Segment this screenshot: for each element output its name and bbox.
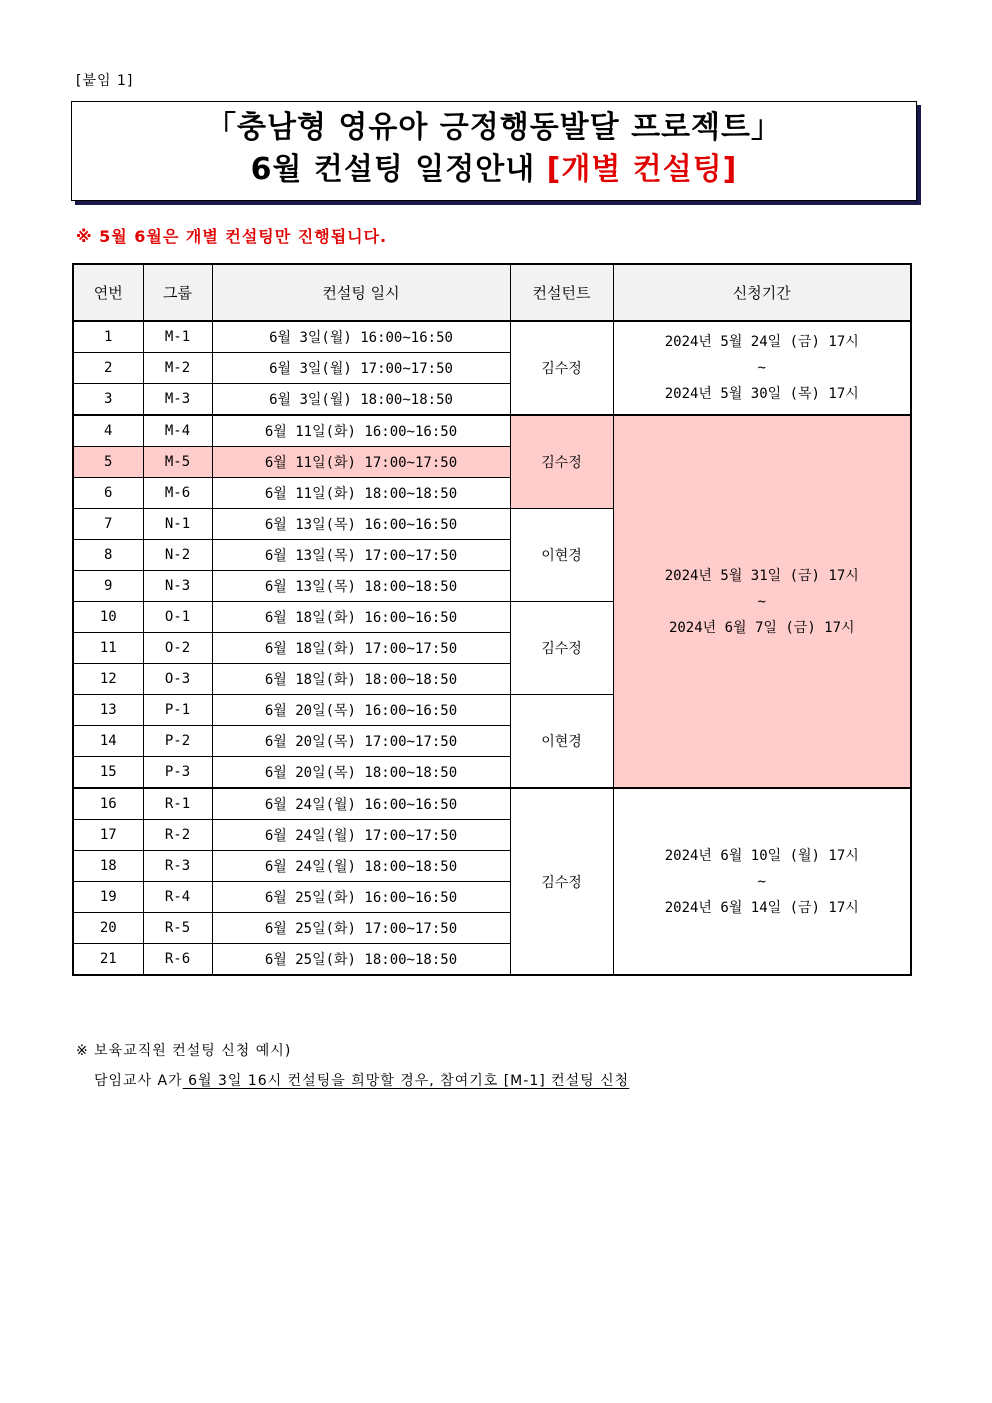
cell-group: M-4	[143, 415, 212, 447]
cell-datetime: 6월 3일(월) 18:00~18:50	[212, 384, 510, 416]
cell-group: R-1	[143, 788, 212, 820]
table-row	[73, 415, 911, 447]
title-line2	[72, 148, 916, 192]
cell-group: P-2	[143, 726, 212, 757]
cell-no: 8	[73, 540, 143, 571]
cell-datetime: 6월 24일(월) 18:00~18:50	[212, 851, 510, 882]
cell-no: 3	[73, 384, 143, 416]
cell-group: O-2	[143, 633, 212, 664]
cell-datetime: 6월 11일(화) 16:00~16:50	[212, 415, 510, 447]
period-start: 2024년 5월 24일 (금) 17시	[664, 334, 859, 350]
cell-group: M-5	[143, 447, 212, 478]
title-main: 6월 컨설팅 일정안내	[250, 152, 547, 187]
table-row	[73, 788, 911, 820]
cell-no: 18	[73, 851, 143, 882]
attachment-label: [붙임 1]	[76, 73, 134, 89]
title-box	[71, 101, 917, 201]
cell-no: 2	[73, 353, 143, 384]
cell-no: 21	[73, 944, 143, 976]
cell-datetime: 6월 18일(화) 18:00~18:50	[212, 664, 510, 695]
title-line1: 「충남형 영유아 긍정행동발달 프로젝트」	[205, 110, 782, 145]
cell-group: R-6	[143, 944, 212, 976]
cell-datetime: 6월 24일(월) 16:00~16:50	[212, 788, 510, 820]
period-sep: ~	[757, 360, 766, 376]
cell-group: M-1	[143, 321, 212, 353]
cell-no: 6	[73, 478, 143, 509]
cell-datetime: 6월 3일(월) 16:00~16:50	[212, 321, 510, 353]
footnote-example	[94, 1070, 629, 1090]
cell-datetime: 6월 20일(목) 16:00~16:50	[212, 695, 510, 726]
cell-no: 15	[73, 757, 143, 789]
cell-no: 9	[73, 571, 143, 602]
period-start: 2024년 5월 31일 (금) 17시	[664, 567, 859, 584]
cell-datetime: 6월 11일(화) 18:00~18:50	[212, 478, 510, 509]
cell-group: M-2	[143, 353, 212, 384]
cell-consultant: 김수정	[510, 321, 613, 415]
cell-no: 13	[73, 695, 143, 726]
cell-consultant: 이현경	[510, 695, 613, 789]
cell-no: 10	[73, 602, 143, 633]
cell-consultant: 김수정	[510, 602, 613, 695]
cell-group: N-1	[143, 509, 212, 540]
cell-no: 19	[73, 882, 143, 913]
cell-no: 7	[73, 509, 143, 540]
cell-group: P-3	[143, 757, 212, 789]
cell-period	[613, 415, 911, 788]
cell-group: O-3	[143, 664, 212, 695]
cell-datetime: 6월 25일(화) 18:00~18:50	[212, 944, 510, 976]
cell-group: R-4	[143, 882, 212, 913]
footnote-underlined: 6월 3일 16시 컨설팅을 희망할 경우, 참여기호 [M-1] 컨설팅 신청	[182, 1073, 630, 1089]
cell-consultant: 이현경	[510, 509, 613, 602]
period-end: 2024년 6월 7일 (금) 17시	[668, 619, 855, 636]
cell-no: 14	[73, 726, 143, 757]
header-consultant: 컨설턴트	[510, 264, 613, 321]
period-sep: ~	[757, 593, 766, 610]
cell-no: 20	[73, 913, 143, 944]
cell-period	[613, 321, 911, 415]
cell-datetime: 6월 11일(화) 17:00~17:50	[212, 447, 510, 478]
cell-group: R-3	[143, 851, 212, 882]
cell-datetime: 6월 13일(목) 16:00~16:50	[212, 509, 510, 540]
notice: ※ 5월 6월은 개별 컨설팅만 진행됩니다.	[76, 227, 388, 246]
cell-datetime: 6월 3일(월) 17:00~17:50	[212, 353, 510, 384]
cell-group: P-1	[143, 695, 212, 726]
footnote-heading: ※ 보육교직원 컨설팅 신청 예시)	[76, 1043, 292, 1059]
cell-consultant: 김수정	[510, 415, 613, 509]
header-datetime: 컨설팅 일시	[212, 264, 510, 321]
schedule-table	[72, 263, 912, 976]
cell-no: 5	[73, 447, 143, 478]
cell-datetime: 6월 13일(목) 18:00~18:50	[212, 571, 510, 602]
cell-no: 12	[73, 664, 143, 695]
cell-datetime: 6월 24일(월) 17:00~17:50	[212, 820, 510, 851]
header-no: 연번	[73, 264, 143, 321]
cell-datetime: 6월 18일(화) 17:00~17:50	[212, 633, 510, 664]
cell-datetime: 6월 25일(화) 16:00~16:50	[212, 882, 510, 913]
period-end: 2024년 5월 30일 (목) 17시	[664, 386, 859, 402]
period-start: 2024년 6월 10일 (월) 17시	[664, 847, 859, 864]
cell-datetime: 6월 20일(목) 18:00~18:50	[212, 757, 510, 789]
header-group: 그룹	[143, 264, 212, 321]
cell-period	[613, 788, 911, 975]
header-period: 신청기간	[613, 264, 911, 321]
cell-group: M-3	[143, 384, 212, 416]
table-row	[73, 321, 911, 353]
cell-no: 1	[73, 321, 143, 353]
cell-group: N-3	[143, 571, 212, 602]
period-sep: ~	[757, 873, 766, 890]
cell-group: R-5	[143, 913, 212, 944]
cell-no: 11	[73, 633, 143, 664]
cell-no: 17	[73, 820, 143, 851]
header-row	[73, 264, 911, 321]
period-end: 2024년 6월 14일 (금) 17시	[664, 899, 859, 916]
title-highlight: [개별 컨설팅]	[546, 152, 738, 187]
cell-datetime: 6월 18일(화) 16:00~16:50	[212, 602, 510, 633]
cell-group: R-2	[143, 820, 212, 851]
footnote-prefix: 담임교사 A가	[94, 1073, 183, 1089]
cell-no: 16	[73, 788, 143, 820]
cell-datetime: 6월 13일(목) 17:00~17:50	[212, 540, 510, 571]
cell-datetime: 6월 25일(화) 17:00~17:50	[212, 913, 510, 944]
cell-datetime: 6월 20일(목) 17:00~17:50	[212, 726, 510, 757]
cell-consultant: 김수정	[510, 788, 613, 975]
cell-no: 4	[73, 415, 143, 447]
cell-group: O-1	[143, 602, 212, 633]
cell-group: N-2	[143, 540, 212, 571]
cell-group: M-6	[143, 478, 212, 509]
